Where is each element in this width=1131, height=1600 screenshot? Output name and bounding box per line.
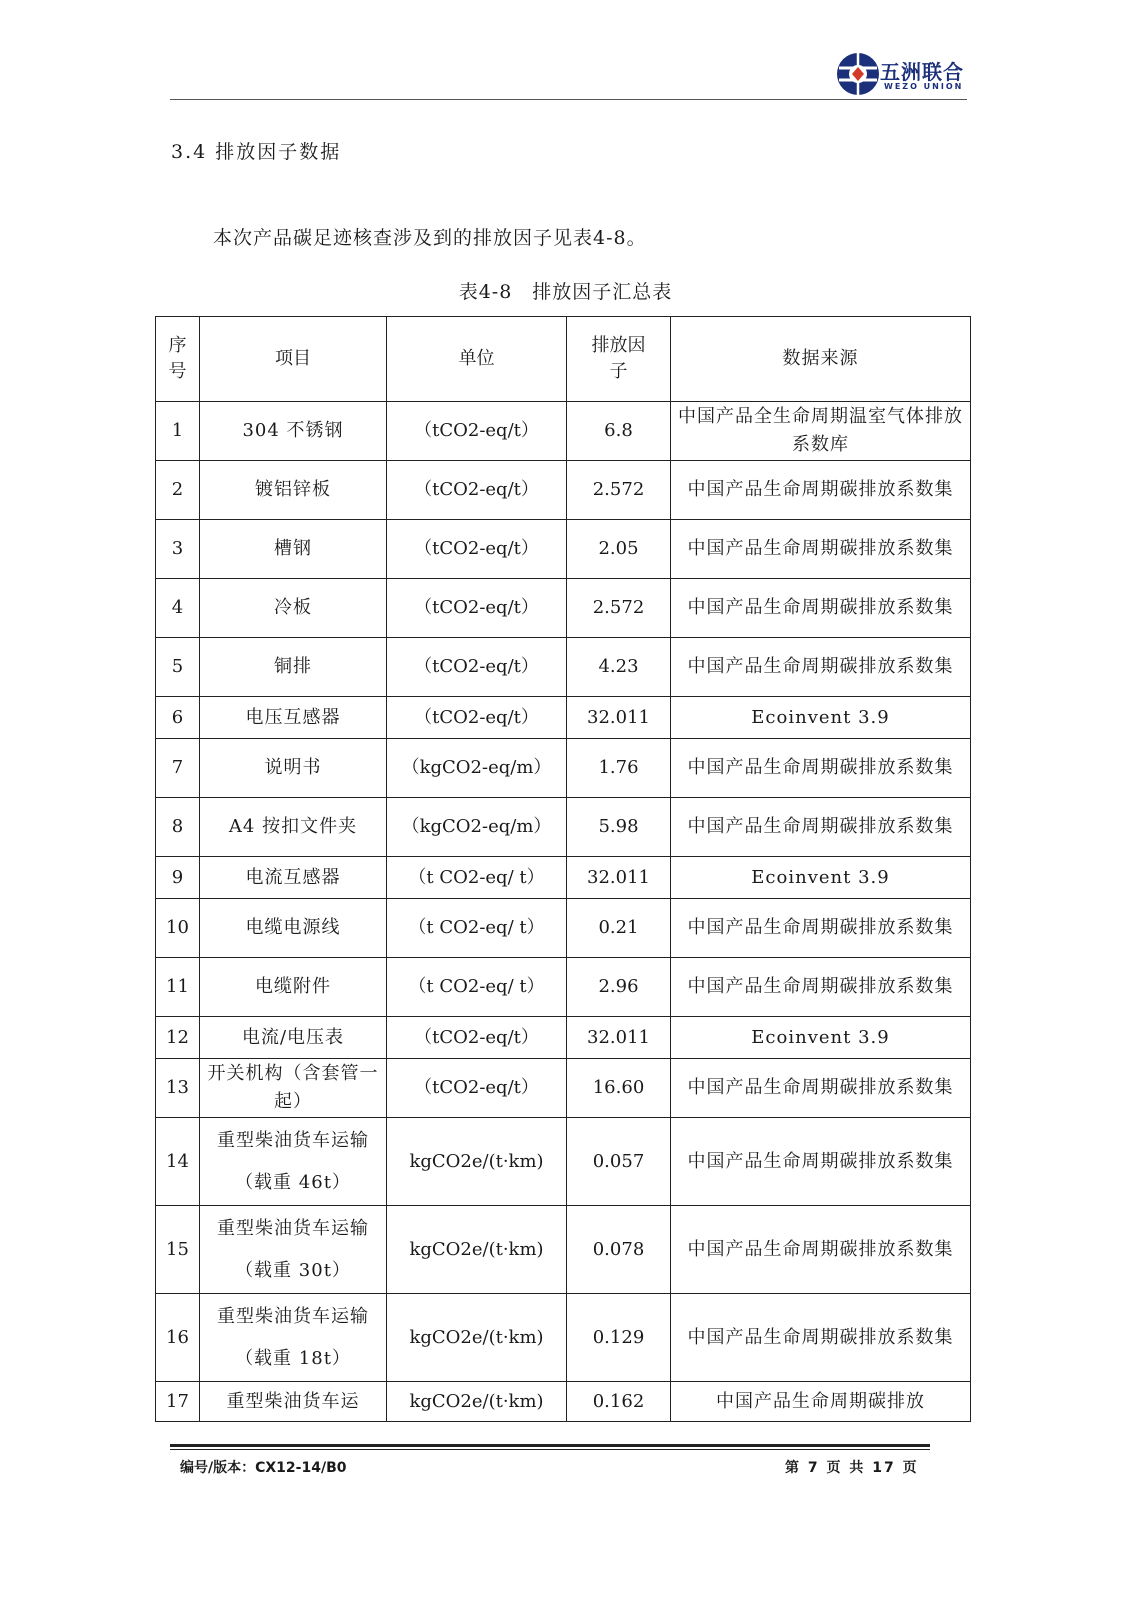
table-row (156, 1059, 971, 1118)
cell-item: 304 不锈钢 (200, 402, 387, 461)
cell-item: 重型柴油货车运输（载重 30t） (200, 1206, 387, 1294)
cell-item: 重型柴油货车运输（载重 18t） (200, 1294, 387, 1382)
cell-factor: 2.572 (567, 461, 671, 520)
table-row (156, 857, 971, 899)
cell-unit: （t CO2-eq/ t） (387, 958, 567, 1017)
cell-source: 中国产品生命周期碳排放系数集 (671, 1294, 971, 1382)
table-row (156, 958, 971, 1017)
header-no (156, 317, 200, 402)
cell-unit: （tCO2-eq/t） (387, 697, 567, 739)
cell-no: 3 (156, 520, 200, 579)
cell-factor: 16.60 (567, 1059, 671, 1118)
table-row (156, 899, 971, 958)
cell-item: A4 按扣文件夹 (200, 798, 387, 857)
cell-unit: （tCO2-eq/t） (387, 1017, 567, 1059)
table-caption: 表4-8 排放因子汇总表 (458, 281, 673, 303)
cell-unit: kgCO2e/(t·km) (387, 1382, 567, 1422)
table-row (156, 739, 971, 798)
cell-no: 7 (156, 739, 200, 798)
cell-factor: 32.011 (567, 1017, 671, 1059)
header-factor (567, 317, 671, 402)
cell-item: 电缆附件 (200, 958, 387, 1017)
header-no-line2: 号 (168, 361, 187, 382)
cell-source: Ecoinvent 3.9 (671, 857, 971, 899)
footer-divider-thick (170, 1444, 930, 1447)
cell-unit: （tCO2-eq/t） (387, 579, 567, 638)
cell-unit: （tCO2-eq/t） (387, 1059, 567, 1118)
section-title: 3.4 排放因子数据 (171, 141, 342, 163)
cell-source: 中国产品全生命周期温室气体排放系数库 (671, 402, 971, 461)
cell-factor: 2.05 (567, 520, 671, 579)
cell-factor: 0.057 (567, 1118, 671, 1206)
cell-no: 16 (156, 1294, 200, 1382)
cell-unit: （kgCO2-eq/m） (387, 739, 567, 798)
cell-unit: （tCO2-eq/t） (387, 520, 567, 579)
cell-source: 中国产品生命周期碳排放系数集 (671, 798, 971, 857)
cell-factor: 2.572 (567, 579, 671, 638)
cell-source: 中国产品生命周期碳排放系数集 (671, 1059, 971, 1118)
cell-unit: （tCO2-eq/t） (387, 638, 567, 697)
header-factor-line1: 排放因 (591, 335, 646, 356)
cell-unit: kgCO2e/(t·km) (387, 1294, 567, 1382)
cell-item: 电缆电源线 (200, 899, 387, 958)
cell-no: 9 (156, 857, 200, 899)
cell-item: 重型柴油货车运输（载重 46t） (200, 1118, 387, 1206)
cell-no: 15 (156, 1206, 200, 1294)
header-no-line1: 序 (168, 335, 187, 356)
cell-no: 12 (156, 1017, 200, 1059)
cell-source: Ecoinvent 3.9 (671, 1017, 971, 1059)
cell-source: 中国产品生命周期碳排放系数集 (671, 739, 971, 798)
table-row (156, 798, 971, 857)
footer-divider-thin (170, 1449, 930, 1450)
cell-source: 中国产品生命周期碳排放系数集 (671, 638, 971, 697)
cell-source: 中国产品生命周期碳排放系数集 (671, 461, 971, 520)
cell-source: 中国产品生命周期碳排放系数集 (671, 958, 971, 1017)
cell-item: 说明书 (200, 739, 387, 798)
cell-item: 冷板 (200, 579, 387, 638)
cell-factor: 0.078 (567, 1206, 671, 1294)
header-factor-line2: 子 (609, 361, 628, 382)
cell-factor: 0.21 (567, 899, 671, 958)
cell-item: 电压互感器 (200, 697, 387, 739)
cell-item: 镀铝锌板 (200, 461, 387, 520)
cell-item: 铜排 (200, 638, 387, 697)
header-source: 数据来源 (671, 317, 971, 402)
cell-factor: 32.011 (567, 697, 671, 739)
cell-no: 4 (156, 579, 200, 638)
cell-unit: （t CO2-eq/ t） (387, 899, 567, 958)
cell-source: 中国产品生命周期碳排放 (671, 1382, 971, 1422)
cell-factor: 0.162 (567, 1382, 671, 1422)
logo-chinese-name: 五洲联合 (880, 60, 964, 84)
cell-source: 中国产品生命周期碳排放系数集 (671, 1206, 971, 1294)
cell-factor: 6.8 (567, 402, 671, 461)
table-row (156, 1118, 971, 1206)
cell-factor: 4.23 (567, 638, 671, 697)
cell-source: Ecoinvent 3.9 (671, 697, 971, 739)
table-row (156, 1206, 971, 1294)
logo-english-name: WEZO UNION (884, 82, 964, 91)
cell-no: 17 (156, 1382, 200, 1422)
cell-source: 中国产品生命周期碳排放系数集 (671, 899, 971, 958)
table-row (156, 461, 971, 520)
cell-no: 1 (156, 402, 200, 461)
table-row (156, 520, 971, 579)
cell-factor: 32.011 (567, 857, 671, 899)
cell-unit: （t CO2-eq/ t） (387, 857, 567, 899)
cell-source: 中国产品生命周期碳排放系数集 (671, 579, 971, 638)
cell-item: 重型柴油货车运 (200, 1382, 387, 1422)
cell-no: 8 (156, 798, 200, 857)
cell-factor: 0.129 (567, 1294, 671, 1382)
header-divider (170, 99, 967, 100)
table-header-row (156, 317, 971, 402)
table-row (156, 1382, 971, 1422)
cell-no: 6 (156, 697, 200, 739)
cell-no: 13 (156, 1059, 200, 1118)
table-row (156, 402, 971, 461)
table-row (156, 579, 971, 638)
document-version: 编号/版本：CX12-14/B0 (180, 1460, 347, 1476)
emission-factor-table (155, 316, 971, 1422)
cell-unit: kgCO2e/(t·km) (387, 1206, 567, 1294)
cell-item: 开关机构（含套管一起） (200, 1059, 387, 1118)
cell-no: 5 (156, 638, 200, 697)
table-row (156, 638, 971, 697)
page-number: 第 7 页 共 17 页 (785, 1460, 919, 1476)
cell-no: 10 (156, 899, 200, 958)
cell-no: 11 (156, 958, 200, 1017)
cell-unit: kgCO2e/(t·km) (387, 1118, 567, 1206)
cell-source: 中国产品生命周期碳排放系数集 (671, 1118, 971, 1206)
header-unit: 单位 (387, 317, 567, 402)
table-row (156, 697, 971, 739)
cell-no: 2 (156, 461, 200, 520)
table-row (156, 1294, 971, 1382)
table-row (156, 1017, 971, 1059)
cell-unit: （tCO2-eq/t） (387, 402, 567, 461)
cell-factor: 5.98 (567, 798, 671, 857)
cell-item: 槽钢 (200, 520, 387, 579)
cell-item: 电流互感器 (200, 857, 387, 899)
header-item: 项目 (200, 317, 387, 402)
cell-source: 中国产品生命周期碳排放系数集 (671, 520, 971, 579)
cell-item: 电流/电压表 (200, 1017, 387, 1059)
cell-unit: （tCO2-eq/t） (387, 461, 567, 520)
intro-paragraph: 本次产品碳足迹核查涉及到的排放因子见表4-8。 (213, 227, 647, 249)
cell-factor: 2.96 (567, 958, 671, 1017)
cell-no: 14 (156, 1118, 200, 1206)
cell-factor: 1.76 (567, 739, 671, 798)
cell-unit: （kgCO2-eq/m） (387, 798, 567, 857)
